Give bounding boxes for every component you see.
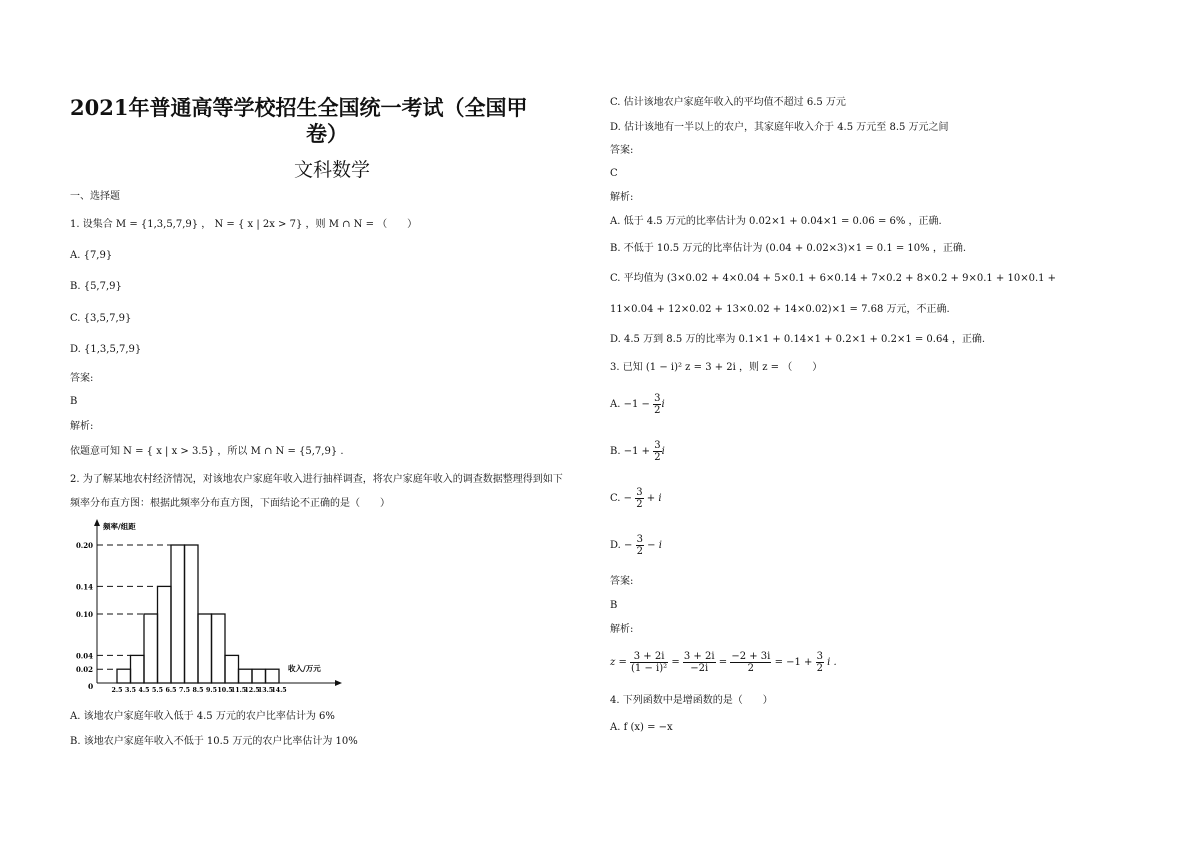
q2-answer: C — [610, 168, 618, 179]
histogram-bar — [158, 586, 172, 683]
histogram-bar — [131, 655, 145, 683]
q3-option-a: A. −1 − $\frac{3}{2}$ i — [610, 393, 665, 416]
q3-analysis-label: 解析: — [610, 624, 634, 635]
origin-label: 0 — [88, 682, 94, 691]
q1-option-a: A. {7,9} — [70, 250, 113, 261]
q2-option-d: D. 估计该地有一半以上的农户，其家庭年收入介于 4.5 万元至 8.5 万元之间 — [610, 122, 949, 133]
x-tick-label: 2.5 — [111, 687, 123, 694]
histogram-bar — [252, 669, 266, 683]
histogram-bar — [212, 614, 226, 683]
question-3: 3. 已知 (1 − i)² z = 3 + 2i ，则 z = （ ） — [610, 362, 823, 373]
page-title-line2: 卷） — [306, 121, 348, 146]
y-axis-arrow — [94, 519, 100, 526]
x-tick-label: 4.5 — [138, 687, 150, 694]
fraction: $\frac{3}{2}$ — [636, 534, 643, 557]
x-tick-label: 8.5 — [192, 687, 204, 694]
x-tick-label: 6.5 — [165, 687, 177, 694]
q1-analysis: 依题意可知 N = { x | x > 3.5} ，所以 M ∩ N = {5,7,9} . — [70, 446, 344, 457]
histogram-bar — [185, 545, 199, 683]
histogram-bar — [117, 669, 131, 683]
q3-solution: z = $\frac{3 + 2i}{\text{(1 − i)²}}$ = $\frac{3 + 2i}{-2i}$ = $\frac{-2 + 3i}{2}$ = −1 + $\frac{3}{2}$ i . — [610, 651, 837, 674]
q3-option-b: B. −1 + $\frac{3}{2}$ i — [610, 440, 665, 463]
x-tick-label: 13.5 — [257, 687, 274, 694]
q4-option-a: A. f (x) = −x — [610, 722, 673, 733]
q2-solution-b: B. 不低于 10.5 万元的比率估计为 (0.04 + 0.02×3)×1 = 0.1 = 10% ，正确. — [610, 243, 967, 254]
x-tick-label: 10.5 — [217, 687, 233, 694]
y-tick-label: 0.10 — [75, 610, 93, 619]
histogram-bar — [144, 614, 158, 683]
q2-solution-a: A. 低于 4.5 万元的比率估计为 0.02×1 + 0.04×1 = 0.06 = 6% ，正确. — [610, 216, 942, 227]
x-tick-label: 14.5 — [271, 687, 287, 694]
x-tick-label: 9.5 — [206, 687, 217, 694]
x-axis-label: 收入/万元 — [288, 664, 321, 673]
histogram-bar — [239, 669, 253, 683]
q1-analysis-label: 解析: — [70, 421, 94, 432]
y-tick-label: 0.04 — [75, 651, 93, 661]
q2-option-c: C. 估计该地农户家庭年收入的平均值不超过 6.5 万元 — [610, 97, 846, 108]
histogram-bar — [198, 614, 212, 683]
fraction: $\frac{3}{2}$ — [654, 393, 661, 416]
section-heading: 一、选择题 — [70, 191, 120, 202]
q2-solution-c-line1: C. 平均值为 (3×0.02 + 4×0.04 + 5×0.1 + 6×0.14 + 7×0.2 + 8×0.2 + 9×0.1 + 10×0.1 + — [610, 273, 1057, 284]
q1-answer-label: 答案: — [70, 373, 94, 384]
x-tick-label: 7.5 — [179, 687, 190, 694]
fraction: $\frac{3}{2}$ — [654, 440, 661, 463]
q2-option-b: B. 该地农户家庭年收入不低于 10.5 万元的农户比率估计为 10% — [70, 736, 358, 747]
x-tick-label: 3.5 — [125, 687, 136, 694]
histogram-bar — [266, 669, 280, 683]
y-tick-label: 0.14 — [75, 582, 93, 592]
histogram-bar — [171, 545, 185, 683]
q2-analysis-label: 解析: — [610, 192, 634, 203]
q1-option-d: D. {1,3,5,7,9} — [70, 344, 142, 355]
q1-answer: B — [70, 396, 78, 407]
question-2-line1: 2. 为了解某地农村经济情况，对该地农户家庭年收入进行抽样调查，将农户家庭年收入的调查数据整理得到如下 — [70, 474, 563, 485]
q3-a-prefix: A. −1 − — [610, 399, 650, 410]
fraction: $\frac{3}{2}$ — [636, 487, 643, 510]
question-4: 4. 下列函数中是增函数的是（ ） — [610, 695, 773, 706]
fraction: $\frac{-2 + 3i}{2}$ — [731, 651, 771, 674]
q3-answer: B — [610, 600, 618, 611]
y-tick-label: 0.20 — [75, 541, 93, 550]
question-2-line2: 频率分布直方图：根据此频率分布直方图，下面结论不正确的是（ ） — [70, 498, 390, 509]
q3-answer-label: 答案: — [610, 576, 634, 587]
q2-answer-label: 答案: — [610, 145, 634, 156]
q3-d-prefix: D. − — [610, 540, 633, 551]
q1-option-c: C. {3,5,7,9} — [70, 313, 132, 324]
x-axis-arrow — [335, 680, 342, 686]
fraction: $\frac{3 + 2i}{\text{(1 − i)²}}$ — [631, 651, 668, 674]
y-tick-label: 0.02 — [75, 665, 93, 675]
q3-b-prefix: B. −1 + — [610, 446, 651, 457]
y-axis-label: 频率/组距 — [103, 522, 136, 531]
x-tick-label: 5.5 — [152, 687, 163, 694]
q1-option-b: B. {5,7,9} — [70, 281, 122, 292]
histogram-bar — [225, 655, 239, 683]
x-tick-label: 12.5 — [244, 687, 260, 694]
histogram-chart — [70, 518, 370, 698]
q3-option-c: C. − $\frac{3}{2}$ + i — [610, 487, 662, 510]
q3-option-d: D. − $\frac{3}{2}$ − i — [610, 534, 662, 557]
fraction: $\frac{3 + 2i}{-2i}$ — [683, 651, 715, 674]
q2-solution-c-line2: 11×0.04 + 12×0.02 + 13×0.02 + 14×0.02)×1 = 7.68 万元，不正确. — [610, 304, 950, 315]
page-title-line1: 2021年普通高等学校招生全国统一考试（全国甲 — [70, 95, 528, 120]
question-1: 1. 设集合 M = {1,3,5,7,9} ， N = { x | 2x > 7} ，则 M ∩ N = （ ） — [70, 219, 418, 230]
fraction: $\frac{3}{2}$ — [816, 651, 823, 674]
x-tick-label: 11.5 — [230, 687, 247, 694]
q2-option-a: A. 该地农户家庭年收入低于 4.5 万元的农户比率估计为 6% — [70, 711, 335, 722]
q3-c-prefix: C. − — [610, 493, 633, 504]
q2-solution-d: D. 4.5 万到 8.5 万的比率为 0.1×1 + 0.14×1 + 0.2×1 + 0.2×1 = 0.64 ，正确. — [610, 334, 986, 345]
page-subtitle: 文科数学 — [294, 159, 371, 181]
